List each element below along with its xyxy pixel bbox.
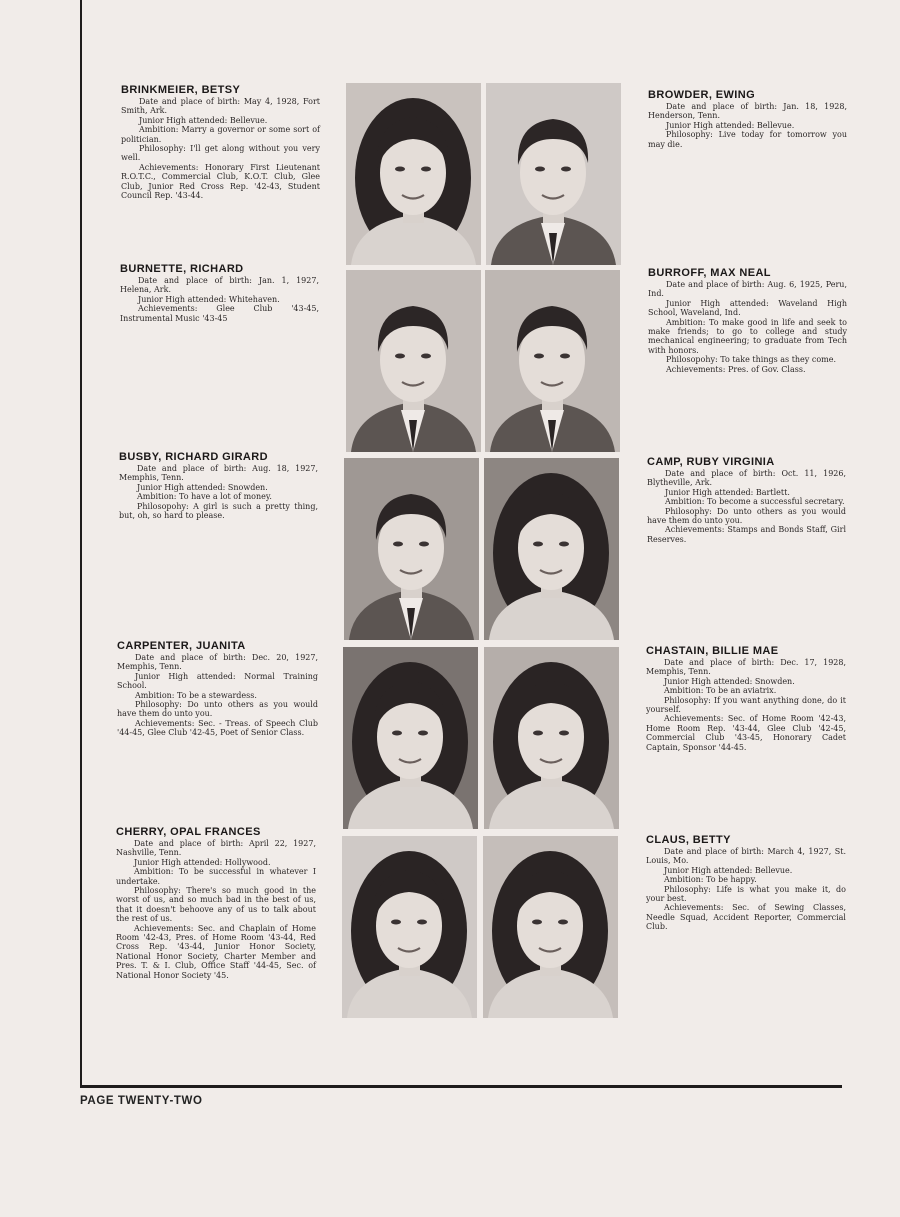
portrait-image bbox=[485, 270, 620, 452]
student-entry bbox=[647, 456, 846, 544]
student-name: CLAUS, BETTY bbox=[646, 834, 731, 846]
detail-line: Junior High attended: Bellevue. bbox=[666, 120, 795, 130]
portrait-photo bbox=[484, 458, 619, 640]
student-name: CAMP, RUBY VIRGINIA bbox=[647, 456, 775, 468]
detail-line: Achievements: Stamps and Bonds Staff, Girl Reserves. bbox=[647, 525, 846, 544]
portrait-photo bbox=[485, 270, 620, 452]
portrait-image bbox=[346, 83, 481, 265]
detail-line: Achievements: Sec. - Treas. of Speech Club '44-45, Glee Club '42-45, Poet of Senior Class. bbox=[117, 718, 318, 738]
student-details bbox=[119, 464, 318, 520]
left-margin-rule bbox=[80, 0, 82, 1087]
portrait-image bbox=[484, 647, 619, 829]
detail-line: Date and place of birth: Oct. 11, 1926, Blytheville, Ark. bbox=[647, 469, 846, 488]
left-eye bbox=[535, 167, 545, 172]
detail-line: Achievements: Sec. of Sewing Classes, Needle Squad, Accident Reporter, Commercial Club. bbox=[646, 903, 846, 932]
portrait-photo bbox=[346, 270, 481, 452]
detail-line: Ambition: To become a successful secretary. bbox=[665, 497, 845, 507]
detail-line: Date and place of birth: Jan. 18, 1928, Henderson, Tenn. bbox=[648, 102, 847, 121]
detail-line: Date and place of birth: Aug. 18, 1927, Memphis, Tenn. bbox=[119, 464, 318, 483]
detail-line: Philosopohy: To take things as they come. bbox=[666, 355, 837, 365]
detail-line: Achievements: Sec. and Chaplain of Home Room '42-43, Pres. of Home Room '43-44, Red Cross Rep. '43-44, Junior Honor Society, National Honor Society, Charter Member and Pres. T. & I. Club, Office Staff '44-45, Sec. of National Honor Society '45. bbox=[116, 923, 316, 980]
right-eye bbox=[421, 354, 431, 359]
student-entry bbox=[120, 263, 319, 323]
detail-line: Junior High attended: Bellevue. bbox=[139, 115, 268, 125]
right-eye bbox=[560, 354, 570, 359]
detail-line: Junior High attended: Snowden. bbox=[137, 482, 268, 492]
portrait-image bbox=[486, 83, 621, 265]
page-number-label: PAGE TWENTY-TWO bbox=[80, 1095, 203, 1107]
detail-line: Philosopohy: A girl is such a pretty thing, but, oh, so hard to please. bbox=[119, 501, 318, 521]
detail-line: Philosophy: Do unto others as you would have them do unto you. bbox=[647, 506, 846, 526]
detail-line: Philosophy: Do unto others as you would have them do unto you. bbox=[117, 700, 318, 719]
student-entry bbox=[646, 645, 846, 752]
student-entry bbox=[646, 834, 846, 932]
portrait-photo bbox=[343, 647, 478, 829]
detail-line: Junior High attended: Snowden. bbox=[664, 676, 795, 686]
student-name: CHASTAIN, BILLIE MAE bbox=[646, 645, 779, 657]
student-details bbox=[647, 469, 846, 544]
student-details bbox=[120, 276, 319, 323]
detail-line: Junior High attended: Whitehaven. bbox=[138, 294, 280, 304]
student-details bbox=[648, 280, 847, 374]
detail-line: Ambition: To be an aviatrix. bbox=[664, 686, 777, 696]
detail-line: Philosophy: I'll get along without you very well. bbox=[121, 144, 320, 163]
student-details bbox=[117, 653, 318, 738]
detail-line: Junior High attended: Hollywood. bbox=[134, 857, 271, 867]
left-eye bbox=[391, 920, 401, 925]
student-entry bbox=[119, 451, 318, 520]
right-eye bbox=[421, 167, 431, 172]
portrait-image bbox=[342, 836, 477, 1018]
student-name: BRINKMEIER, BETSY bbox=[121, 84, 241, 96]
detail-line: Achievements: Pres. of Gov. Class. bbox=[666, 364, 806, 374]
portrait-image bbox=[483, 836, 618, 1018]
student-name: BROWDER, EWING bbox=[648, 89, 756, 101]
left-eye bbox=[395, 167, 405, 172]
left-eye bbox=[533, 731, 543, 736]
portrait-image bbox=[484, 458, 619, 640]
portrait-photo bbox=[344, 458, 479, 640]
portrait-photo bbox=[346, 83, 481, 265]
student-details bbox=[646, 658, 846, 752]
left-eye bbox=[395, 354, 405, 359]
student-details bbox=[646, 847, 846, 932]
detail-line: Date and place of birth: Dec. 17, 1928, Memphis, Tenn. bbox=[646, 658, 846, 677]
detail-line: Philosophy: Live today for tomorrow you may die. bbox=[648, 130, 847, 149]
portrait-photo bbox=[484, 647, 619, 829]
detail-line: Philosophy: Life is what you make it, do your best. bbox=[646, 884, 846, 904]
right-eye bbox=[559, 542, 569, 547]
student-name: CARPENTER, JUANITA bbox=[117, 640, 246, 652]
student-entry bbox=[117, 640, 318, 738]
portrait-photo bbox=[486, 83, 621, 265]
right-eye bbox=[417, 920, 427, 925]
right-eye bbox=[561, 167, 571, 172]
student-details bbox=[116, 839, 316, 980]
left-eye bbox=[534, 354, 544, 359]
right-eye bbox=[418, 731, 428, 736]
student-details bbox=[648, 102, 847, 149]
portrait-photo bbox=[483, 836, 618, 1018]
detail-line: Date and place of birth: Aug. 6, 1925, Peru, Ind. bbox=[648, 280, 847, 299]
detail-line: Philosophy: There's so much good in the worst of us, and so much bad in the best of us, that it doesn't behoove any of us to talk about the rest of us. bbox=[116, 886, 316, 924]
right-eye bbox=[559, 731, 569, 736]
detail-line: Date and place of birth: May 4, 1928, Fort Smith, Ark. bbox=[121, 97, 320, 116]
left-eye bbox=[392, 731, 402, 736]
left-eye bbox=[393, 542, 403, 547]
detail-line: Date and place of birth: Dec. 20, 1927, Memphis, Tenn. bbox=[117, 653, 318, 672]
detail-line: Achievements: Glee Club '43-45, Instrumental Music '43-45 bbox=[120, 304, 319, 323]
student-name: CHERRY, OPAL FRANCES bbox=[116, 826, 261, 838]
detail-line: Ambition: To be a stewardess. bbox=[135, 690, 257, 700]
portrait-image bbox=[344, 458, 479, 640]
right-eye bbox=[558, 920, 568, 925]
detail-line: Ambition: To have a lot of money. bbox=[137, 492, 272, 502]
right-eye bbox=[419, 542, 429, 547]
student-entry bbox=[648, 89, 847, 149]
left-eye bbox=[532, 920, 542, 925]
student-entry bbox=[648, 267, 847, 374]
portrait-photo bbox=[342, 836, 477, 1018]
detail-line: Date and place of birth: Jan. 1, 1927, Helena, Ark. bbox=[120, 276, 319, 295]
detail-line: Ambition: To be happy. bbox=[664, 875, 757, 885]
student-entry bbox=[121, 84, 320, 200]
portrait-image bbox=[343, 647, 478, 829]
detail-line: Date and place of birth: March 4, 1927, St. Louis, Mo. bbox=[646, 847, 846, 866]
detail-line: Ambition: To make good in life and seek to make friends; to go to college and study mechanical engineering; to graduate from Tech with honors. bbox=[648, 317, 847, 355]
student-name: BURNETTE, RICHARD bbox=[120, 263, 244, 275]
detail-line: Ambition: To be successful in whatever I undertake. bbox=[116, 867, 316, 886]
portrait-image bbox=[346, 270, 481, 452]
detail-line: Philosophy: If you want anything done, do it yourself. bbox=[646, 695, 846, 715]
detail-line: Junior High attended: Bellevue. bbox=[664, 865, 793, 875]
detail-line: Achievements: Sec. of Home Room '42-43, Home Room Rep. '43-44, Glee Club '42-45, Commercial Club '43-45, Honorary Cadet Captain, Sponsor '44-45. bbox=[646, 714, 846, 752]
detail-line: Junior High attended: Normal Training School. bbox=[117, 671, 318, 691]
student-name: BUSBY, RICHARD GIRARD bbox=[119, 451, 268, 463]
student-name: BURROFF, MAX NEAL bbox=[648, 267, 771, 279]
student-entry bbox=[116, 826, 316, 980]
detail-line: Junior High attended: Waveland High School, Waveland, Ind. bbox=[648, 298, 847, 318]
footer-rule bbox=[80, 1085, 842, 1088]
detail-line: Ambition: Marry a governor or some sort of politician. bbox=[121, 125, 320, 144]
detail-line: Achievements: Honorary First Lieutenant R.O.T.C., Commercial Club, K.O.T. Club, Glee Club, Junior Red Cross Rep. '42-43, Student Council Rep. '43-44. bbox=[121, 162, 320, 201]
left-eye bbox=[533, 542, 543, 547]
detail-line: Junior High attended: Bartlett. bbox=[665, 487, 790, 497]
student-details bbox=[121, 97, 320, 200]
detail-line: Date and place of birth: April 22, 1927, Nashville, Tenn. bbox=[116, 839, 316, 858]
